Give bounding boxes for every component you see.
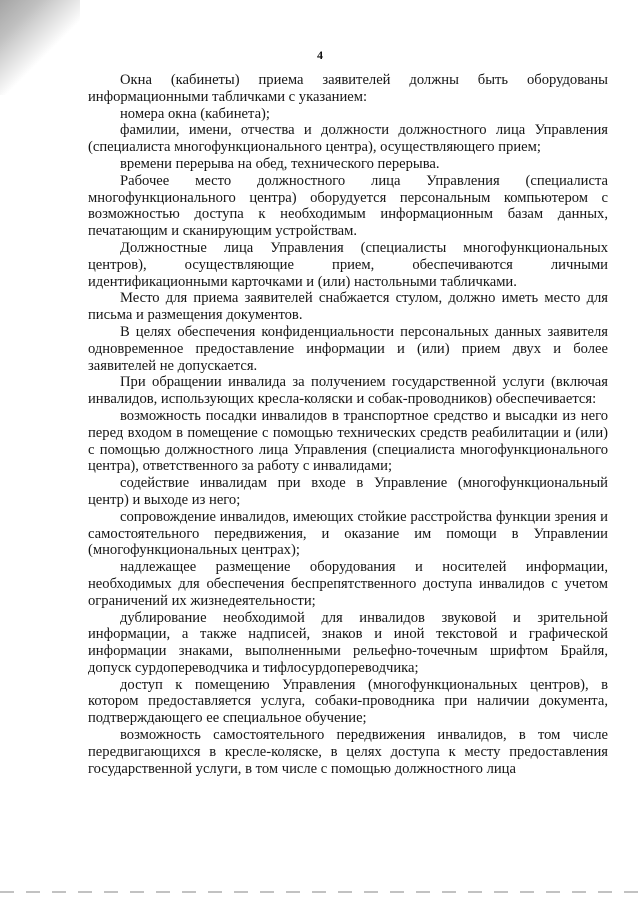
- paragraph: Рабочее место должностного лица Управления (специалиста многофункционального центра) оборудуется персональным компьютером с возможностью доступа к необходимым информационным базам данных, печатающим и сканирующим устройствам.: [88, 172, 608, 240]
- paragraph: возможность посадки инвалидов в транспортное средство и высадки из него перед входом в помещение с помощью технических средств реабилитации и (или) с помощью должностного лица Управления (специалиста многофункционального центра), ответственного за работу с инвалидами;: [88, 407, 608, 475]
- paragraph: надлежащее размещение оборудования и носителей информации, необходимых для обеспечения беспрепятственного доступа инвалидов с учетом ограничений их жизнедеятельности;: [88, 559, 608, 609]
- paragraph: Место для приема заявителей снабжается стулом, должно иметь место для письма и размещения документов.: [88, 290, 608, 324]
- paragraph: сопровождение инвалидов, имеющих стойкие расстройства функции зрения и самостоятельного передвижения, и оказание им помощи в Управлении (многофункциональных центрах);: [88, 508, 608, 559]
- paragraph: Должностные лица Управления (специалисты многофункциональных центров), осуществляющие прием, обеспечиваются личными идентификационными карточками и (или) настольными табличками.: [88, 239, 608, 290]
- paragraph: номера окна (кабинета);: [120, 105, 270, 122]
- document-body: [88, 72, 608, 777]
- paragraph: При обращении инвалида за получением государственной услуги (включая инвалидов, использующих кресла-коляски и собак-проводников) обеспечивается:: [88, 374, 608, 408]
- paragraph: содействие инвалидам при входе в Управление (многофункциональный центр) и выходе из него;: [88, 475, 608, 508]
- paragraph: В целях обеспечения конфиденциальности персональных данных заявителя одновременное предоставление информации и (или) прием двух и более заявителей не допускается.: [88, 323, 608, 374]
- paragraph: времени перерыва на обед, технического перерыва.: [120, 155, 440, 172]
- page-number: 4: [317, 48, 323, 62]
- paragraph: доступ к помещению Управления (многофункциональных центров), в котором предоставляется услуга, собаки-проводника при наличии документа, подтверждающего ее специальное обучение;: [88, 676, 608, 727]
- paragraph: возможность самостоятельного передвижения инвалидов, в том числе передвигающихся в кресле-коляске, в целях доступа к месту предоставления государственной услуги, в том числе с помощью должностного лица: [88, 727, 608, 777]
- paragraph: Окна (кабинеты) приема заявителей должны быть оборудованы информационными табличками с указанием:: [88, 72, 608, 105]
- paragraph: фамилии, имени, отчества и должности должностного лица Управления (специалиста многофункционального центра), осуществляющего прием;: [88, 122, 608, 156]
- paragraph: дублирование необходимой для инвалидов звуковой и зрительной информации, а также надписей, знаков и иной текстовой и графической информации знаками, выполненными рельефно-точечным шрифтом Брайля, допуск сурдопереводчика и тифлосурдопереводчика;: [88, 609, 608, 676]
- scan-footer-noise: [0, 891, 640, 893]
